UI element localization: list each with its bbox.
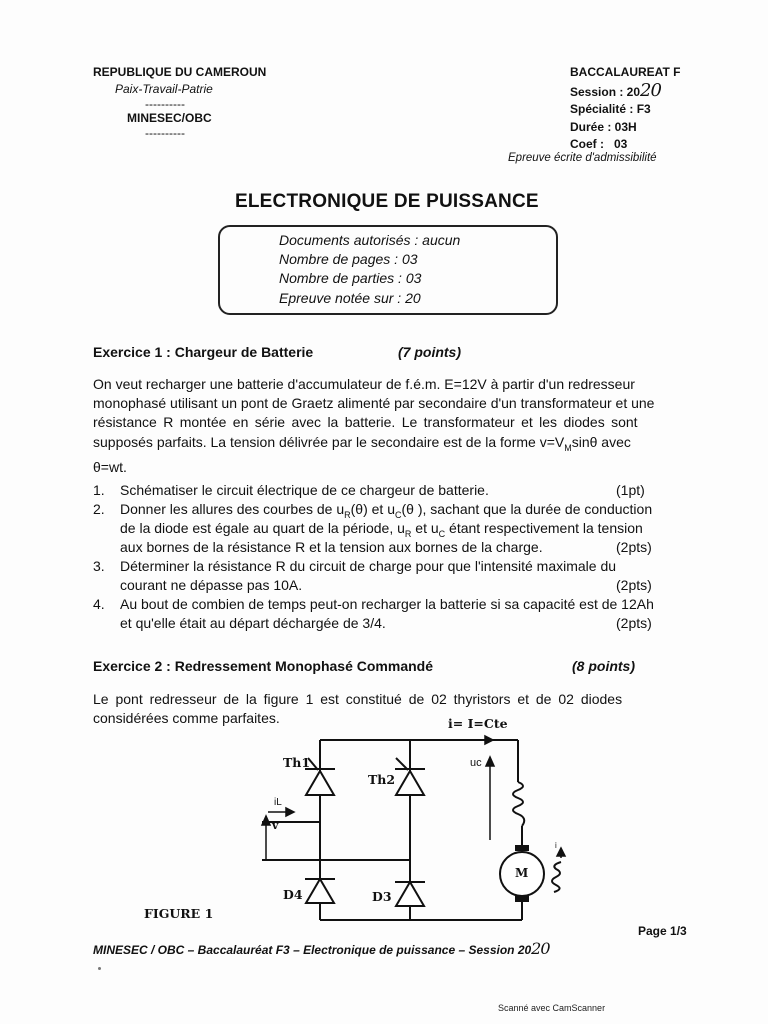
question-number: 3. <box>93 558 105 574</box>
question-text: Schématiser le circuit électrique de ce chargeur de batterie. <box>120 482 489 498</box>
question-number: 4. <box>93 596 105 612</box>
ministry: MINESEC/OBC <box>127 111 212 125</box>
intro-line: considérées comme parfaites. <box>93 710 280 727</box>
intro-line: monophasé utilisant un pont de Graetz alimenté par secondaire d'un transformateur et une <box>93 395 655 412</box>
intro-line: Le pont redresseur de la figure 1 est constitué de 02 thyristors et de 02 diodes <box>93 691 623 707</box>
question-text: Déterminer la résistance R du circuit de charge pour que l'intensité maximale du <box>120 558 617 574</box>
uc-label: uc <box>470 757 482 769</box>
question-points: (1pt) <box>616 482 645 498</box>
d3-label: D3 <box>372 889 392 904</box>
handwritten-year: 20 <box>531 939 550 958</box>
question-text: Au bout de combien de temps peut-on recharger la batterie si sa capacité est de 12Ah <box>120 596 654 612</box>
specialite: Spécialité : F3 <box>570 102 651 116</box>
excitation-coil <box>552 862 561 892</box>
exercise2-points: (8 points) <box>572 658 635 674</box>
session: Session : 2020 <box>570 79 661 101</box>
v-label: v <box>272 819 279 832</box>
th1-label: Th1 <box>283 755 311 770</box>
duree: Durée : 03H <box>570 119 637 134</box>
dot-mark <box>98 967 101 970</box>
exercise1-title: Exercice 1 : Chargeur de Batterie <box>93 344 314 360</box>
il-label: iL <box>274 797 282 808</box>
info-line: Nombre de parties : 03 <box>279 270 422 287</box>
scanner-note: Scanné avec CamScanner <box>498 1003 606 1013</box>
current-label: i= I=Cte <box>448 716 508 731</box>
republic-name: REPUBLIQUE DU CAMEROUN <box>93 65 267 79</box>
exercise2-title: Exercice 2 : Redressement Monophasé Commandé <box>93 658 434 674</box>
inductor-coil <box>513 782 524 826</box>
question-text: de la diode est égale au quart de la période, $u_R$ et $u_C$ étant respectivement la tension <box>120 520 643 539</box>
motor-label: M <box>515 866 529 880</box>
diode-d3 <box>395 882 425 906</box>
separator: ---------- <box>145 126 185 140</box>
coef: Coef : 03 <box>570 137 628 151</box>
motto: Paix-Travail-Patrie <box>115 82 213 96</box>
question-text: courant ne dépasse pas 10A. <box>120 577 303 593</box>
exam-name: BACCALAUREAT F <box>570 65 681 79</box>
figure-caption: FIGURE 1 <box>144 906 214 921</box>
question-number: 2. <box>93 501 105 517</box>
th2-label: Th2 <box>368 772 396 787</box>
d4-label: D4 <box>283 887 303 902</box>
exam-type: Epreuve écrite d'admissibilité <box>508 152 657 164</box>
intro-line: θ=wt. <box>93 458 127 475</box>
question-points: (2pts) <box>616 615 652 631</box>
intro-line: supposés parfaits. La tension délivrée par le secondaire est de la forme $v=V_M\sin\theta$ avec <box>93 433 631 453</box>
question-text: et qu'elle était au départ déchargée de 3/4. <box>120 615 386 631</box>
question-points: (2pts) <box>616 577 652 593</box>
info-line: Nombre de pages : 03 <box>279 251 418 268</box>
info-line: Documents autorisés : aucun <box>279 232 461 248</box>
intro-line: résistance R montée en série avec la batterie. Le transformateur et les diodes sont <box>93 414 638 431</box>
footer: MINESEC / OBC – Baccalauréat F3 – Electronique de puissance – Session 2020 <box>93 939 550 958</box>
page-number: Page 1/3 <box>638 924 687 938</box>
question-text: Donner les allures des courbes de $u_R(\theta)$ et $u_C(\theta$ ), sachant que la durée de conduction <box>120 501 653 520</box>
question-number: 1. <box>93 482 105 498</box>
exercise1-points: (7 points) <box>398 344 461 360</box>
excitation-current-label: i <box>555 841 557 850</box>
handwritten-year: 20 <box>640 79 661 101</box>
question-points: (2pts) <box>616 539 652 555</box>
info-line: Epreuve notée sur : 20 <box>279 289 421 306</box>
intro-line: On veut recharger une batterie d'accumulateur de f.é.m. E=12V à partir d'un redresseur <box>93 376 635 392</box>
separator: ---------- <box>145 97 185 111</box>
page-title: ELECTRONIQUE DE PUISSANCE <box>235 191 539 212</box>
diode-d4 <box>305 879 335 903</box>
question-text: aux bornes de la résistance R et la tension aux bornes de la charge. <box>120 539 543 555</box>
